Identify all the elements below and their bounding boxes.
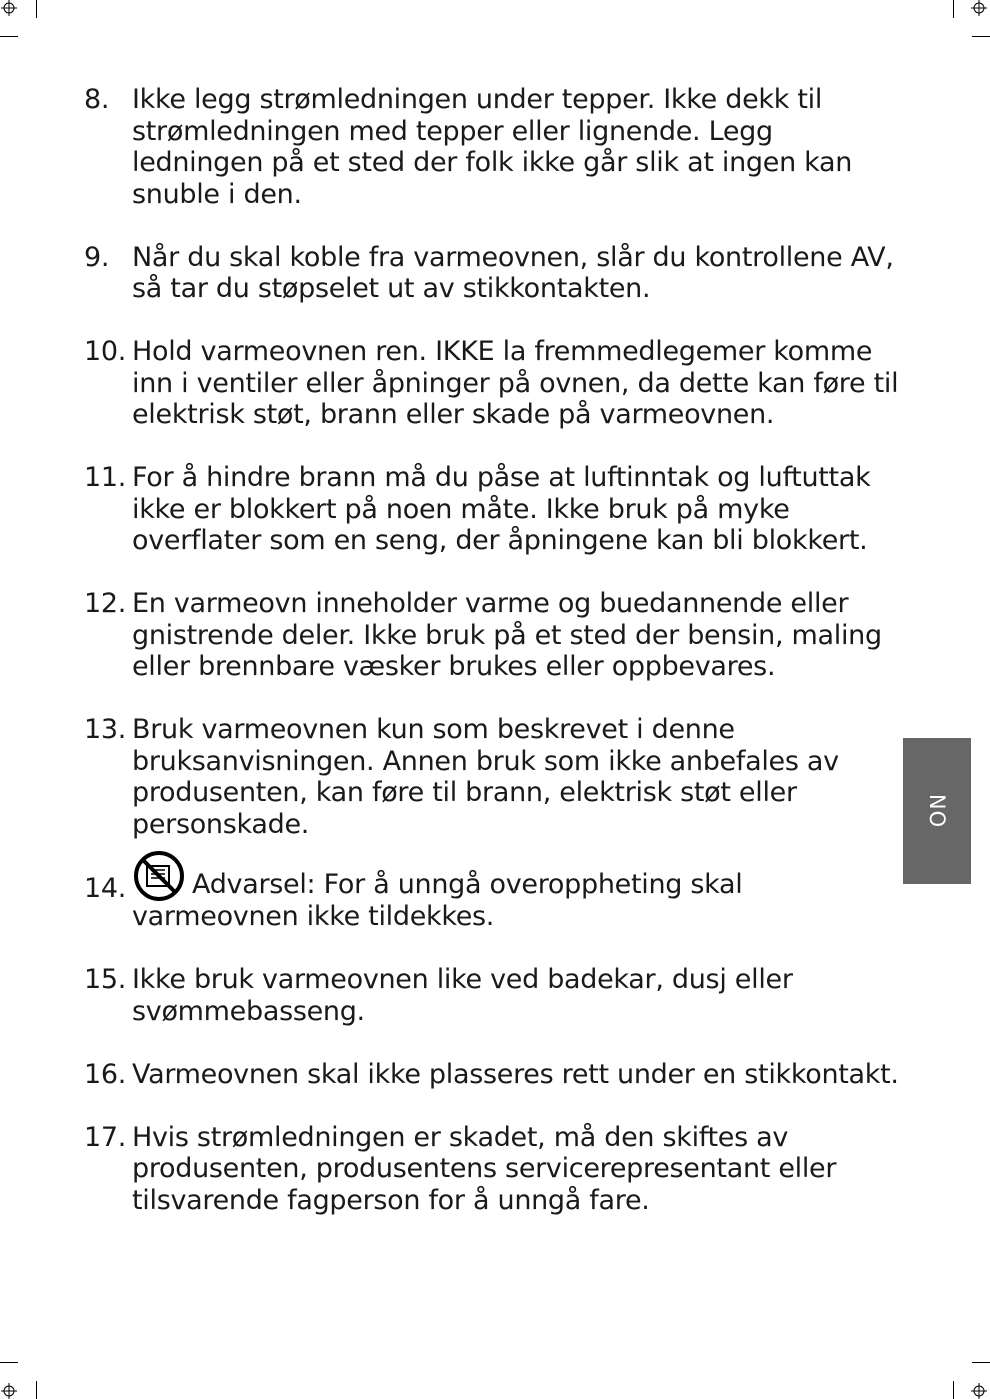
- item-number: 10.: [84, 336, 127, 367]
- item-text: Ikke bruk varmeovnen like ved badekar, dusj eller svømmebasseng.: [132, 964, 793, 1027]
- crop-mark: [972, 36, 990, 37]
- item-number: 16.: [84, 1058, 127, 1090]
- safety-instructions-list: [84, 84, 906, 1248]
- instruction-item: [84, 462, 906, 557]
- item-number: 8.: [84, 84, 110, 115]
- item-text: Varmeovnen skal ikke plasseres rett under en stikkontakt.: [132, 1058, 899, 1090]
- crop-mark: [36, 1381, 37, 1399]
- instruction-item: [84, 849, 906, 933]
- item-number: 17.: [84, 1121, 127, 1153]
- instruction-item: [84, 1059, 906, 1091]
- crop-mark: [972, 1362, 990, 1363]
- item-number: 13.: [84, 714, 127, 745]
- registration-mark-bottom-left: [1, 1383, 17, 1399]
- item-text: Ikke legg strømledningen under tepper. Ikke dekk til strømledningen med tepper eller lignende. Legg ledningen på et sted der folk ikke går slik at ingen kan snuble i den.: [132, 84, 853, 210]
- item-number: 9.: [84, 241, 110, 273]
- item-text: Hold varmeovnen ren. IKKE la fremmedlegemer komme inn i ventiler eller åpninger på ovnen, da dette kan føre til elektrisk støt, brann eller skade på varmeovnen.: [132, 336, 899, 430]
- item-text: Hvis strømledningen er skadet, må den skiftes av produsenten, produsentens servicerepresentant eller tilsvarende fagperson for å unngå fare.: [132, 1121, 837, 1216]
- registration-mark-bottom-right: [971, 1383, 987, 1399]
- registration-mark-top-right: [971, 0, 987, 16]
- item-number: 12.: [84, 588, 127, 619]
- crop-mark: [953, 1381, 954, 1399]
- item-text: Bruk varmeovnen kun som beskrevet i denne bruksanvisningen. Annen bruk som ikke anbefales av produsenten, kan føre til brann, elektrisk støt eller personskade.: [132, 714, 839, 840]
- crop-mark: [0, 36, 18, 37]
- registration-mark-top-left: [1, 0, 17, 16]
- item-number: 14.: [84, 873, 127, 904]
- instruction-item: [84, 1122, 906, 1217]
- item-text: For å hindre brann må du påse at luftinntak og luftuttak ikke er blokkert på noen måte. Ikke bruk på myke overflater som en seng, der åpningene kan bli blokkert.: [132, 462, 871, 556]
- instruction-item: [84, 84, 906, 210]
- item-text: Når du skal koble fra varmeovnen, slår du kontrollene AV, så tar du støpselet ut av stikkontakten.: [132, 241, 894, 304]
- language-tab: [903, 738, 971, 884]
- instruction-item: [84, 714, 906, 840]
- crop-mark: [36, 0, 37, 18]
- item-text: Advarsel: For å unngå overoppheting skal varmeovnen ikke tildekkes.: [132, 869, 743, 932]
- instruction-item: [84, 242, 906, 305]
- language-tab-label: NO: [925, 793, 949, 829]
- item-text: En varmeovn inneholder varme og buedannende eller gnistrende deler. Ikke bruk på et sted der bensin, maling eller brennbare væsker brukes eller oppbevares.: [132, 588, 882, 682]
- do-not-cover-icon: [132, 849, 188, 901]
- instruction-item: [84, 336, 906, 431]
- crop-mark: [0, 1362, 18, 1363]
- item-number: 15.: [84, 964, 127, 995]
- item-number: 11.: [84, 462, 127, 493]
- instruction-item: [84, 964, 906, 1027]
- crop-mark: [953, 0, 954, 18]
- instruction-item: [84, 588, 906, 683]
